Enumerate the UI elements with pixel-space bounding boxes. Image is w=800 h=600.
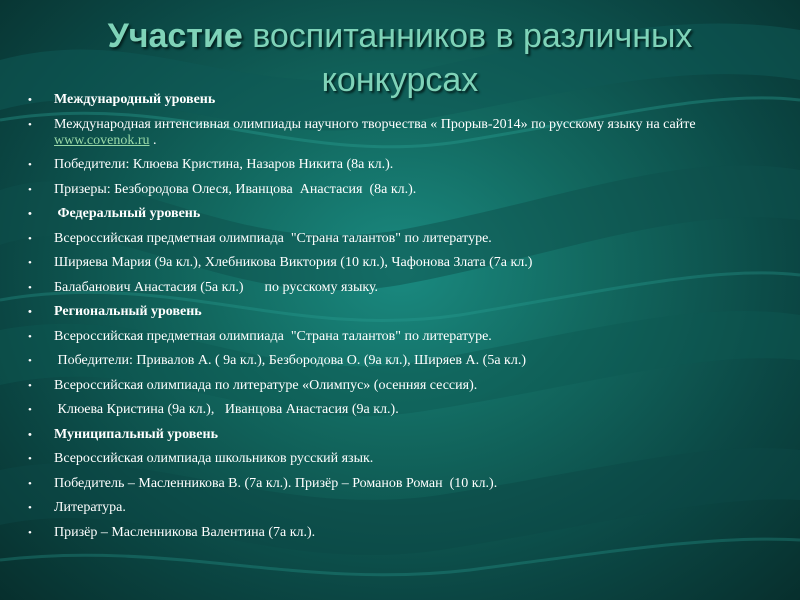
list-item-heading xyxy=(28,92,768,108)
bullet-icon: • xyxy=(28,526,32,539)
list-item xyxy=(28,182,768,198)
list-item xyxy=(28,476,768,492)
bullet-icon: • xyxy=(28,281,32,294)
title-bold-word: Участие xyxy=(107,17,243,55)
list-item-text: Всероссийская олимпиада школьников русский язык. xyxy=(54,451,374,466)
bullet-icon: • xyxy=(28,379,32,392)
list-item xyxy=(28,451,768,467)
bullet-icon: • xyxy=(28,232,32,245)
bullet-icon: • xyxy=(28,208,32,220)
list-item xyxy=(28,353,768,369)
list-item-text: Победитель – Масленникова В. (7а кл.). Призёр – Романов Роман (10 кл.). xyxy=(54,475,498,491)
list-item-text: Призёр – Масленникова Валентина (7а кл.). xyxy=(54,524,316,540)
bullet-icon: • xyxy=(28,330,32,343)
bullet-icon: • xyxy=(28,453,32,465)
list-item-text: Победители: Привалов А. ( 9а кл.), Безбородова О. (9а кл.), Ширяев А. (5а кл.) xyxy=(54,353,526,368)
list-item xyxy=(28,402,768,418)
bullet-icon: • xyxy=(28,257,32,269)
list-item-text: Призеры: Безбородова Олеся, Иванцова Анастасия (8а кл.). xyxy=(54,181,417,197)
list-item xyxy=(28,329,768,345)
list-item-text: Международная интенсивная олимпиады научного творчества « Прорыв-2014» по русскому языку на сайте xyxy=(54,116,696,132)
bullet-icon: • xyxy=(28,355,32,367)
list-item-text: Федеральный уровень xyxy=(54,206,201,221)
bullet-icon: • xyxy=(28,306,32,318)
slide-title xyxy=(0,14,800,102)
list-item xyxy=(28,255,768,271)
bullet-icon: • xyxy=(28,159,32,171)
list-item-heading xyxy=(28,427,768,443)
list-item xyxy=(28,500,768,516)
list-item-text: Региональный уровень xyxy=(54,304,202,319)
list-item xyxy=(28,525,768,541)
list-item-text: Всероссийская олимпиада по литературе «Олимпус» (осенняя сессия). xyxy=(54,377,478,393)
list-item xyxy=(28,280,768,296)
list-item xyxy=(28,117,768,149)
list-item xyxy=(28,231,768,247)
list-item-heading xyxy=(28,304,768,320)
title-line2: конкурсах xyxy=(321,61,479,99)
bullet-list xyxy=(28,92,768,549)
list-item-text: Победители: Клюева Кристина, Назаров Никита (8а кл.). xyxy=(54,157,394,172)
list-item-text: Всероссийская предметная олимпиада "Страна талантов" по литературе. xyxy=(54,328,492,344)
list-item-text: Клюева Кристина (9а кл.), Иванцова Анастасия (9а кл.). xyxy=(54,402,399,417)
list-item-text: Литература. xyxy=(54,500,126,515)
list-item-heading xyxy=(28,206,768,222)
list-item-text: Международный уровень xyxy=(54,92,216,107)
website-link[interactable]: www.covenok.ru xyxy=(54,132,150,148)
list-item xyxy=(28,378,768,394)
list-item-text: Ширяева Мария (9а кл.), Хлебникова Виктория (10 кл.), Чафонова Злата (7а кл.) xyxy=(54,255,533,270)
bullet-icon: • xyxy=(28,404,32,416)
list-item-text: Муниципальный уровень xyxy=(54,426,218,442)
list-item-text: Всероссийская предметная олимпиада "Страна талантов" по литературе. xyxy=(54,230,492,246)
title-rest-line1: воспитанников в различных xyxy=(242,17,693,55)
bullet-icon: • xyxy=(28,118,32,131)
list-item-text: . xyxy=(149,132,157,148)
bullet-icon: • xyxy=(28,477,32,490)
bullet-icon: • xyxy=(28,502,32,514)
list-item-text: Балабанович Анастасия (5а кл.) по русскому языку. xyxy=(54,279,379,295)
bullet-icon: • xyxy=(28,428,32,441)
bullet-icon: • xyxy=(28,94,32,106)
bullet-icon: • xyxy=(28,183,32,196)
list-item xyxy=(28,157,768,173)
